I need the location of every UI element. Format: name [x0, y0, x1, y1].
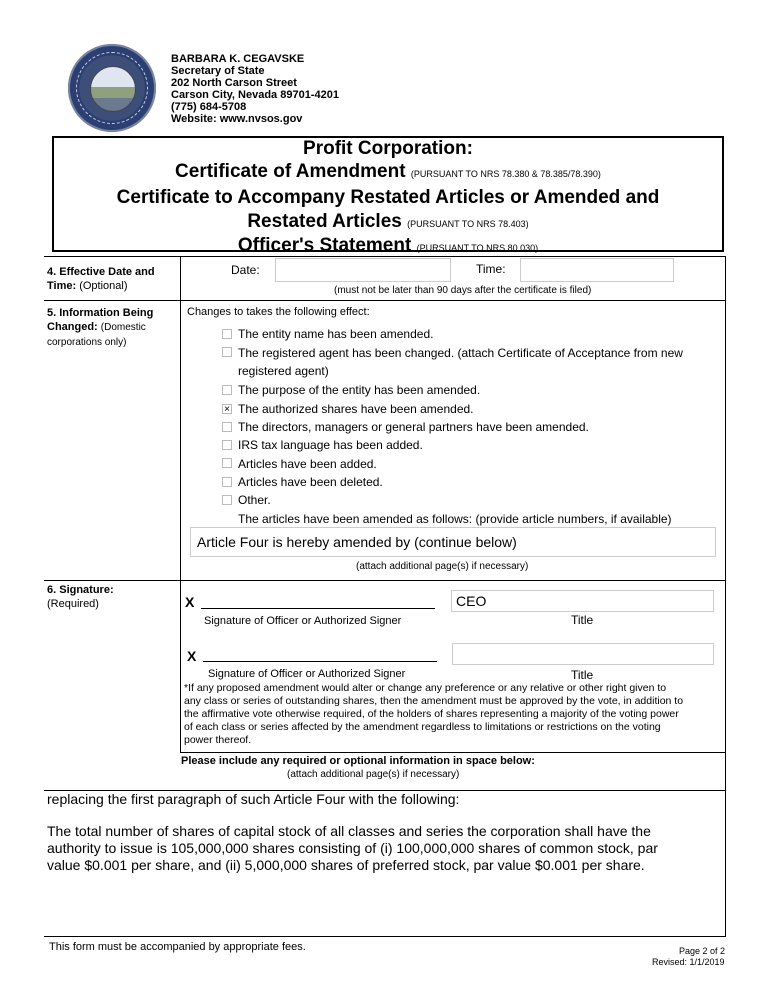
- attach-note: (attach additional page(s) if necessary): [356, 561, 529, 572]
- checkbox-irs-tax[interactable]: [222, 440, 232, 450]
- fees-note: This form must be accompanied by appropriate fees.: [49, 941, 306, 953]
- title2-field[interactable]: [452, 643, 714, 665]
- grid-line: [180, 256, 181, 752]
- title-line1: Profit Corporation:: [303, 138, 473, 159]
- checkbox-articles-added[interactable]: [222, 458, 232, 468]
- title-line5: [54, 236, 722, 258]
- title-line3: Certificate to Accompany Restated Articles or Amended and: [116, 187, 660, 208]
- signature1-caption: Signature of Officer or Authorized Signer: [204, 615, 402, 627]
- extra-para2: The total number of shares of capital stock of all classes and series the corporation shall have the authority to issue is 105,000,000 shares consisting of (i) 100,000,000 shares of common stock, par value $0.001 per share, and (ii) 5,000,000 shares of preferred stock, par value $0.001 per share.: [47, 823, 658, 873]
- signature2-x: X: [187, 648, 197, 664]
- checkbox-entity-name[interactable]: [222, 329, 232, 339]
- page-number: Page 2 of 2: [679, 946, 726, 956]
- signature1-x: X: [185, 594, 195, 610]
- title-line2-note: (PURSUANT TO NRS 78.380 & 78.385/78.390): [410, 169, 601, 179]
- grid-line: [44, 936, 726, 937]
- address-street: 202 North Carson Street: [171, 77, 297, 89]
- signature2-caption: Signature of Officer or Authorized Signer: [208, 668, 406, 680]
- title2-caption: Title: [571, 668, 594, 682]
- form-title-box: [52, 136, 724, 256]
- secretary-office: Secretary of State: [171, 65, 265, 77]
- checkbox-registered-agent[interactable]: [222, 347, 232, 357]
- title1-field[interactable]: CEO: [451, 590, 714, 612]
- section4-label: 4. Effective Date and Time: (Optional): [47, 266, 155, 292]
- checkbox-other[interactable]: [222, 495, 232, 505]
- section6-label: 6. Signature: (Required): [47, 584, 114, 610]
- time-label: Time:: [476, 262, 506, 276]
- option-articles-deleted: Articles have been deleted.: [238, 475, 383, 489]
- option-other: Other.: [238, 493, 271, 507]
- option-registered-agent: The registered agent has been changed. (attach Certificate of Acceptance from new: [238, 346, 683, 360]
- signature1-line[interactable]: [201, 608, 435, 609]
- title-line4: [54, 210, 722, 236]
- date-input[interactable]: [275, 258, 451, 282]
- changes-intro: Changes to takes the following effect:: [187, 306, 370, 318]
- amended-as-follows: The articles have been amended as follows: (provide article numbers, if available): [238, 512, 672, 526]
- checkbox-directors[interactable]: [222, 422, 232, 432]
- secretary-name: BARBARA K. CEGAVSKE: [171, 53, 305, 65]
- title-line5-note: (PURSUANT TO NRS 80.030): [416, 243, 539, 253]
- option-articles-added: Articles have been added.: [238, 457, 377, 471]
- option-directors: The directors, managers or general partners have been amended.: [238, 420, 589, 434]
- grid-line: [44, 300, 726, 301]
- option-registered-agent-cont: registered agent): [238, 364, 329, 378]
- address-city: Carson City, Nevada 89701-4201: [171, 89, 339, 101]
- amendment-footnote: *If any proposed amendment would alter or change any preference or any relative or other right given to any class or series of outstanding shares, then the amendment must be approved by the vote, in addition to the affirmative vote otherwise required, of the holders of shares representing a majority of the voting power of each class or series affected by the amendment regardless to limitations or restrictions on the voting power thereof.: [184, 682, 684, 746]
- option-authorized-shares: The authorized shares have been amended.: [238, 402, 474, 416]
- title-line2: [54, 160, 722, 186]
- section5-label: 5. Information Being Changed: (Domestic corporations only): [47, 307, 154, 348]
- checkbox-authorized-shares[interactable]: ×: [222, 404, 232, 414]
- checkbox-purpose[interactable]: [222, 385, 232, 395]
- grid-line: [44, 256, 726, 257]
- revised-date: Revised: 1/1/2019: [652, 957, 725, 967]
- time-input[interactable]: [520, 258, 674, 282]
- extra-info-subheading: (attach additional page(s) if necessary): [287, 769, 460, 780]
- website: Website: www.nvsos.gov: [171, 113, 303, 125]
- signature2-line[interactable]: [203, 661, 437, 662]
- phone: (775) 684-5708: [171, 101, 247, 113]
- extra-para1: replacing the first paragraph of such Article Four with the following:: [47, 791, 460, 807]
- grid-line: [725, 256, 726, 936]
- title-certificate-amendment: Certificate of Amendment: [175, 161, 406, 182]
- state-seal-logo: [68, 44, 156, 132]
- title-restated-articles: Restated Articles: [247, 211, 402, 232]
- title-line4-note: (PURSUANT TO NRS 78.403): [407, 219, 529, 229]
- title1-caption: Title: [571, 613, 594, 627]
- amendment-text-field[interactable]: Article Four is hereby amended by (continue below): [190, 527, 716, 557]
- option-entity-name: The entity name has been amended.: [238, 327, 434, 341]
- title-officers-statement: Officer's Statement: [237, 235, 412, 256]
- date-label: Date:: [231, 263, 260, 277]
- extra-info-heading: Please include any required or optional information in space below:: [181, 755, 535, 767]
- option-purpose: The purpose of the entity has been amended.: [238, 383, 481, 397]
- effective-date-note: (must not be later than 90 days after the certificate is filed): [334, 285, 592, 296]
- grid-line: [180, 752, 726, 753]
- checkbox-articles-deleted[interactable]: [222, 477, 232, 487]
- option-irs-tax: IRS tax language has been added.: [238, 438, 423, 452]
- grid-line: [44, 580, 726, 581]
